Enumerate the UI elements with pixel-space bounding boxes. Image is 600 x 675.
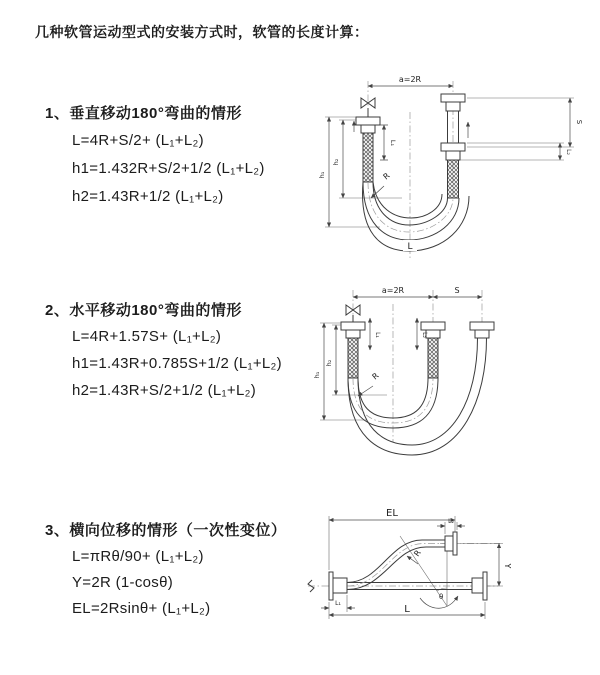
dim-l1-label: L₁ bbox=[374, 332, 381, 338]
dim-el-label: EL bbox=[386, 508, 398, 519]
dim-a2r-label: a=2R bbox=[381, 286, 405, 295]
section-2-formula-L: L=4R+1.57S+ (L₁+L₂) bbox=[72, 328, 222, 345]
section-2-heading: 2、水平移动180°弯曲的情形 bbox=[45, 302, 242, 319]
left-fitting bbox=[341, 322, 365, 378]
radius-label: R bbox=[381, 171, 392, 182]
angle-label: θ bbox=[439, 593, 444, 601]
section-1-formula-h1: h1=1.432R+S/2+1/2 (L₁+L₂) bbox=[72, 160, 265, 177]
dim-h1-label: h₁ bbox=[318, 171, 326, 179]
section-1-formula-L: L=4R+S/2+ (L₁+L₂) bbox=[72, 132, 204, 149]
section-1-formula-h2: h2=1.43R+1/2 (L₁+L₂) bbox=[72, 188, 224, 205]
dim-h2-label: h₂ bbox=[325, 359, 333, 367]
length-label: L bbox=[407, 242, 413, 252]
dim-l2-label: L₂ bbox=[448, 518, 454, 525]
right-fitting bbox=[470, 322, 494, 338]
dimension-l2 bbox=[460, 143, 572, 160]
right-fitting bbox=[441, 94, 468, 198]
radius-callout bbox=[358, 371, 381, 396]
dim-h2-label: h₂ bbox=[332, 158, 340, 166]
dim-y-label: Y bbox=[503, 563, 512, 569]
right-lower-fitting bbox=[472, 572, 487, 600]
dim-l2-label: L₂ bbox=[565, 149, 572, 155]
radius-label: R bbox=[412, 548, 423, 559]
dim-l1-label: L₁ bbox=[335, 600, 341, 607]
braid-section bbox=[428, 338, 438, 378]
section-2-formula-h2: h2=1.43R+S/2+1/2 (L₁+L₂) bbox=[72, 382, 257, 399]
page-title: 几种软管运动型式的安装方式时，软管的长度计算： bbox=[35, 24, 369, 40]
section-1-heading: 1、垂直移动180°弯曲的情形 bbox=[45, 105, 242, 122]
diagram-lateral-displacement bbox=[300, 500, 600, 655]
dim-l-label: L bbox=[404, 604, 410, 615]
dim-l2-label: L₂ bbox=[421, 332, 428, 338]
dimension-a2r bbox=[353, 286, 433, 297]
section-2-formula-h1: h1=1.43R+0.785S+1/2 (L₁+L₂) bbox=[72, 355, 282, 372]
dim-a2r-label: a=2R bbox=[398, 75, 422, 84]
dimension-a2r bbox=[368, 75, 453, 86]
braid-section bbox=[448, 160, 459, 198]
braid-section bbox=[348, 338, 358, 378]
dimension-el bbox=[329, 508, 455, 570]
dimension-s bbox=[467, 98, 583, 147]
section-3-formula-EL: EL=2Rsinθ+ (L₁+L₂) bbox=[72, 600, 211, 617]
dimension-l bbox=[329, 602, 485, 619]
diagram-horizontal-180-bend bbox=[312, 280, 600, 465]
dim-s-label: S bbox=[575, 119, 583, 125]
braid-section bbox=[363, 133, 373, 182]
middle-fitting bbox=[421, 322, 445, 378]
dim-l1-label: L₁ bbox=[389, 139, 397, 147]
hose-arcs-position2 bbox=[348, 338, 487, 455]
dim-h1-label: h₁ bbox=[313, 371, 321, 379]
left-fitting bbox=[329, 572, 347, 600]
section-3-formula-Y: Y=2R (1-cosθ) bbox=[72, 574, 174, 591]
centerlines bbox=[353, 290, 482, 442]
section-3-formula-L: L=πRθ/90+ (L₁+L₂) bbox=[72, 548, 204, 565]
dimension-l2 bbox=[437, 518, 465, 534]
section-3-heading: 3、横向位移的情形（一次性变位） bbox=[45, 522, 287, 539]
left-fitting bbox=[354, 117, 380, 182]
dimension-l1 bbox=[370, 318, 381, 350]
radius-label: R bbox=[370, 371, 381, 382]
dimension-l1 bbox=[321, 595, 355, 612]
dimension-s bbox=[433, 286, 482, 297]
diagram-vertical-180-bend bbox=[312, 70, 600, 265]
dim-s-label: S bbox=[454, 286, 460, 295]
dimension-l1 bbox=[380, 125, 397, 160]
